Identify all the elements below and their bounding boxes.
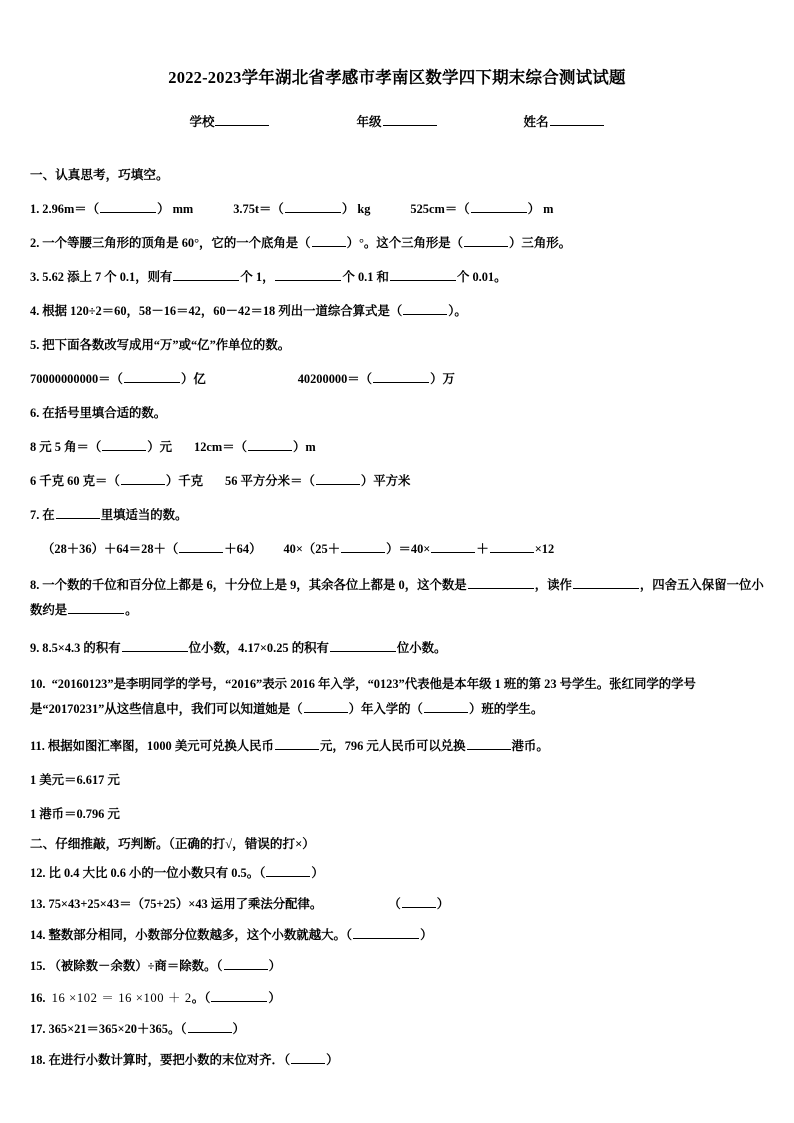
question-17-number: 17. (30, 1022, 46, 1037)
question-1-text-d: ） kg (341, 201, 371, 216)
question-6-sub-b: ）元 (147, 439, 173, 454)
question-1 (30, 199, 764, 217)
question-8-text-a: 一个数的千位和百分位上都是 6，十分位上是 9，其余各位上都是 0，这个数是 (42, 577, 467, 592)
question-15-text-b: ） (268, 959, 281, 974)
question-1-blank-3[interactable] (471, 202, 527, 213)
question-11-text-a: 根据如图汇率图，1000 美元可兑换人民币 (47, 739, 274, 754)
name-label: 姓名 (523, 114, 549, 129)
question-18-text-a: 在进行小数计算时，要把小数的末位对齐．（ (48, 1053, 291, 1068)
question-10-text-a: “20160123”是李明同学的学号，“2016”表示 2016 年入学，“0123”代表他是本年级 1 班的第 23 号学生。张红同学的学号是“20170231”从这些信息中，我们可以知道她是（ (30, 676, 696, 717)
question-11-blank-1[interactable] (275, 739, 319, 750)
question-3-blank-1[interactable] (173, 270, 239, 281)
question-7-blank-4[interactable] (490, 542, 534, 553)
question-3-blank-2[interactable] (275, 270, 341, 281)
question-10-number: 10. (30, 676, 46, 691)
question-6-sub-h: ）平方米 (360, 473, 411, 488)
question-12-text-a: 比 0.4 大比 0.6 小的一位小数只有 0.5。（ (48, 866, 266, 881)
question-16-formula: 16 ×102 ＝ 16 ×100 ＋ 2 (51, 991, 192, 1006)
question-12-number: 12. (30, 866, 46, 881)
question-15-blank[interactable] (224, 959, 268, 970)
question-16-blank[interactable] (211, 991, 267, 1002)
question-13 (30, 894, 764, 912)
question-17 (30, 1019, 764, 1037)
question-13-text-b: （ (388, 897, 401, 912)
question-18 (30, 1050, 764, 1068)
question-10-blank-2[interactable] (424, 702, 468, 713)
question-17-text-a: 365×21＝365×20＋365。（ (48, 1022, 187, 1037)
question-5-sub-c: 40200000＝（ (297, 371, 373, 386)
question-6-blank-3[interactable] (121, 474, 165, 485)
question-3-text-c: 个 0.1 和 (342, 269, 389, 284)
question-4 (30, 301, 764, 319)
question-1-number: 1. (30, 201, 40, 216)
question-8-text-c: ，四舍五入保留一位小数约是 (30, 577, 764, 618)
question-5-sub-a: 70000000000＝（ (30, 371, 123, 386)
question-7-sub-f: ×12 (534, 541, 555, 556)
question-2-blank-2[interactable] (464, 236, 508, 247)
question-6-sub-a: 8 元 5 角＝（ (30, 439, 102, 454)
question-14-text-b: ） (420, 928, 433, 943)
question-2 (30, 233, 764, 251)
question-7-sub-c: 40×（25＋ (283, 541, 341, 556)
question-2-text-a: 一个等腰三角形的顶角是 60°，它的一个底角是（ (42, 235, 311, 250)
student-header-fields (30, 112, 764, 130)
question-3-text-a: 5.62 添上 7 个 0.1，则有 (42, 269, 173, 284)
question-7-number: 7. (30, 507, 40, 522)
question-5-text-a: 把下面各数改写成用“万”或“亿”作单位的数。 (42, 337, 291, 352)
section-heading-1: 一、认真思考，巧填空。 (30, 167, 169, 182)
question-7-blank-3[interactable] (431, 542, 475, 553)
question-8-number: 8. (30, 577, 40, 592)
question-6-blank-1[interactable] (102, 440, 146, 451)
grade-label: 年级 (356, 114, 382, 129)
question-6-sub-c: 12cm＝（ (194, 439, 248, 454)
question-7 (30, 505, 764, 523)
question-7-blank-1[interactable] (179, 542, 223, 553)
question-11-number: 11. (30, 739, 45, 754)
question-7-sub-b: ＋64） (224, 541, 262, 556)
question-13-text-a: 75×43+25×43＝（75+25）×43 运用了乘法分配律。 (48, 897, 323, 912)
question-2-blank-1[interactable] (312, 236, 346, 247)
question-1-text-b: ） mm (157, 201, 194, 216)
question-10 (30, 672, 764, 723)
question-6-sub-d: ）m (293, 439, 316, 454)
question-6-number: 6. (30, 405, 40, 420)
name-blank[interactable] (550, 115, 604, 126)
question-4-blank-1[interactable] (403, 304, 447, 315)
question-6-sub-g: 56 平方分米＝（ (225, 473, 315, 488)
question-10-blank-1[interactable] (304, 702, 348, 713)
question-16-number: 16. (30, 991, 46, 1006)
question-4-text-b: ）。 (448, 303, 467, 318)
question-5 (30, 335, 764, 353)
question-18-blank[interactable] (291, 1053, 325, 1064)
question-16 (30, 987, 764, 1006)
question-5-sub (30, 369, 764, 387)
question-11-text-c: 港币。 (511, 739, 549, 754)
question-8-text-d: 。 (125, 603, 138, 618)
question-5-blank-2[interactable] (373, 372, 429, 383)
question-13-number: 13. (30, 897, 46, 912)
question-12-text-b: ） (311, 866, 324, 881)
question-7-sub-e: ＋ (476, 541, 489, 556)
question-9-text-b: 位小数，4.17×0.25 的积有 (188, 640, 329, 655)
question-1-text-c: 3.75t＝（ (233, 201, 284, 216)
question-9-blank-1[interactable] (122, 640, 188, 651)
question-18-number: 18. (30, 1053, 46, 1068)
section-heading-2: 二、仔细推敲，巧判断。（正确的打√，错误的打×） (30, 837, 315, 852)
school-blank[interactable] (215, 115, 269, 126)
question-15-text-a: （被除数－余数）÷商＝除数。（ (48, 959, 223, 974)
question-13-blank[interactable] (402, 897, 436, 908)
question-16-text-b: ） (268, 991, 281, 1006)
school-label: 学校 (189, 114, 215, 129)
question-6-blank-2[interactable] (248, 440, 292, 451)
question-1-text-a: 2.96m＝（ (42, 201, 100, 216)
question-5-sub-d: ）万 (430, 371, 455, 386)
question-10-text-c: ）班的学生。 (468, 702, 544, 717)
question-16-text-a: 。（ (191, 991, 211, 1006)
question-8-blank-1[interactable] (468, 578, 534, 589)
question-6-sub-e: 6 千克 60 克＝（ (30, 473, 120, 488)
question-9 (30, 638, 764, 656)
question-1-blank-1[interactable] (100, 202, 156, 213)
question-13-text-c: ） (436, 897, 450, 912)
question-2-text-c: ）三角形。 (509, 235, 571, 250)
question-14 (30, 925, 764, 943)
question-17-text-b: ） (232, 1022, 245, 1037)
question-14-blank[interactable] (353, 928, 419, 939)
question-12 (30, 863, 764, 881)
question-7-sub-d: ）＝40× (386, 541, 431, 556)
question-3-number: 3. (30, 269, 40, 284)
question-11-blank-2[interactable] (467, 739, 511, 750)
question-3-text-d: 个 0.01。 (456, 269, 507, 284)
question-4-number: 4. (30, 303, 40, 318)
question-3-blank-3[interactable] (390, 270, 456, 281)
question-7-text-a: 在 (42, 507, 55, 522)
grade-blank[interactable] (383, 115, 437, 126)
question-17-blank[interactable] (188, 1022, 232, 1033)
question-8-blank-3[interactable] (68, 603, 124, 614)
question-5-sub-b: ）亿 (180, 371, 206, 386)
question-14-number: 14. (30, 928, 46, 943)
question-7-sub-a: （28＋36）＋64＝28＋（ (42, 541, 179, 556)
question-9-text-a: 8.5×4.3 的积有 (42, 640, 121, 655)
question-2-number: 2. (30, 235, 40, 250)
question-9-text-c: 位小数。 (396, 640, 447, 655)
question-6-sub-2 (30, 471, 764, 489)
question-1-blank-2[interactable] (285, 202, 341, 213)
exchange-rate-usd: 1 美元＝6.617 元 (30, 773, 120, 788)
header-spacer (30, 130, 764, 150)
question-18-text-b: ） (326, 1053, 339, 1068)
question-6-blank-4[interactable] (316, 474, 360, 485)
question-6-sub-f: ）千克 (165, 473, 204, 488)
question-7-text-b: 里填适当的数。 (100, 507, 188, 522)
question-7-blank-0[interactable] (56, 508, 100, 519)
page-title: 2022-2023学年湖北省孝感市孝南区数学四下期末综合测试试题 (168, 68, 626, 87)
question-7-blank-2[interactable] (341, 542, 385, 553)
question-1-text-e: 525cm＝（ (410, 201, 470, 216)
question-12-blank[interactable] (266, 866, 310, 877)
exchange-rate-hkd: 1 港币＝0.796 元 (30, 807, 120, 822)
question-9-number: 9. (30, 640, 40, 655)
question-2-text-b: ）°。这个三角形是（ (346, 235, 464, 250)
question-9-blank-2[interactable] (330, 640, 396, 651)
school-field (189, 112, 270, 130)
question-6 (30, 403, 764, 421)
question-8 (30, 573, 764, 624)
question-6-sub-1 (30, 437, 764, 455)
question-10-text-b: ）年入学的（ (348, 702, 423, 717)
name-field (524, 112, 605, 130)
question-6-text-a: 在括号里填合适的数。 (42, 405, 167, 420)
question-7-sub (30, 539, 764, 557)
question-1-text-f: ） m (527, 201, 554, 216)
question-3 (30, 267, 764, 285)
question-14-text-a: 整数部分相同，小数部分位数越多，这个小数就越大。（ (48, 928, 353, 943)
question-11 (30, 736, 764, 754)
grade-field (356, 112, 437, 130)
question-15-number: 15. (30, 959, 46, 974)
question-5-blank-1[interactable] (124, 372, 180, 383)
question-5-number: 5. (30, 337, 40, 352)
question-8-blank-2[interactable] (573, 578, 639, 589)
question-4-text-a: 根据 120÷2＝60，58－16＝42，60－42＝18 列出一道综合算式是（ (42, 303, 403, 318)
question-15 (30, 956, 764, 974)
question-11-text-b: 元，796 元人民币可以兑换 (319, 739, 466, 754)
question-8-text-b: ，读作 (534, 577, 572, 592)
question-3-text-b: 个 1， (240, 269, 275, 284)
